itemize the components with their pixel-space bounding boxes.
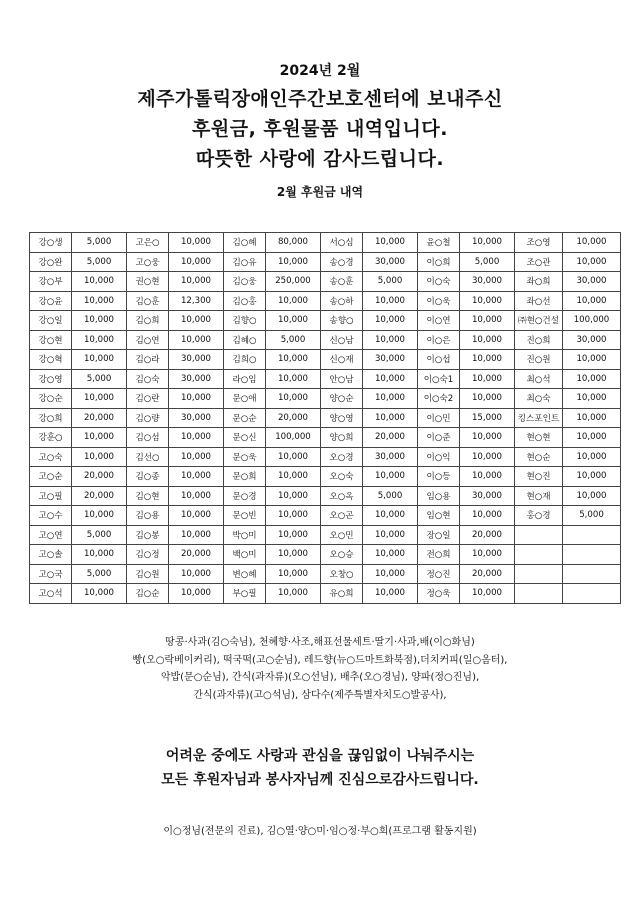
donation-amount-cell: 10,000 — [266, 389, 321, 409]
donor-name-cell: 고○석 — [30, 584, 72, 604]
donor-name-cell: 김○종 — [127, 467, 169, 487]
donation-amount-cell: 10,000 — [169, 525, 224, 545]
donor-name-cell: 이○민 — [418, 408, 460, 428]
donation-amount-cell: 30,000 — [363, 252, 418, 272]
donor-name-cell: 최○숙 — [515, 389, 563, 409]
donor-name-cell: 오○승 — [321, 545, 363, 565]
donor-name-cell: 고○숙 — [30, 447, 72, 467]
donor-name-cell: 이○희 — [418, 252, 460, 272]
donor-name-cell: 현○순 — [515, 447, 563, 467]
donor-name-cell: 이○숙 — [418, 272, 460, 292]
donation-amount-cell: 10,000 — [266, 252, 321, 272]
donation-amount-cell: 15,000 — [460, 408, 515, 428]
donation-row — [30, 272, 621, 292]
title-line-3: 따뜻한 사랑에 감사드립니다. — [195, 148, 445, 170]
donation-amount-cell: 10,000 — [363, 369, 418, 389]
donor-name-cell: 이○은 — [418, 330, 460, 350]
donation-amount-cell: 5,000 — [72, 252, 127, 272]
donation-amount-cell: 10,000 — [460, 467, 515, 487]
donation-amount-cell: 250,000 — [266, 272, 321, 292]
donor-name-cell: 최○석 — [515, 369, 563, 389]
donor-name-cell: 신○남 — [321, 330, 363, 350]
donation-amount-cell: 5,000 — [460, 252, 515, 272]
donor-name-cell: 양○희 — [321, 428, 363, 448]
donor-name-cell: 신○재 — [321, 350, 363, 370]
donation-amount-cell: 10,000 — [72, 311, 127, 331]
donation-amount-cell: 5,000 — [363, 272, 418, 292]
items-line: 간식(과자류)(고○석님), 삼다수(제주특별자치도○발공사), — [193, 689, 447, 701]
donor-name-cell: 김향○ — [224, 311, 266, 331]
donation-amount-cell: 10,000 — [169, 311, 224, 331]
donation-amount-cell: 10,000 — [363, 506, 418, 526]
donor-name-cell: 김○웅 — [224, 272, 266, 292]
donor-name-cell: 김○란 — [127, 389, 169, 409]
donation-amount-cell — [563, 525, 621, 545]
donation-amount-cell: 10,000 — [169, 272, 224, 292]
donation-amount-cell: 20,000 — [169, 545, 224, 565]
donation-amount-cell: 10,000 — [266, 350, 321, 370]
donor-name-cell: 양○영 — [321, 408, 363, 428]
donation-row — [30, 330, 621, 350]
donated-items-list — [0, 634, 640, 704]
donor-name-cell: 김희○ — [224, 350, 266, 370]
donation-amount-cell: 10,000 — [169, 564, 224, 584]
donation-table — [29, 232, 621, 604]
donor-name-cell: 이○숙1 — [418, 369, 460, 389]
donor-name-cell: 강○완 — [30, 252, 72, 272]
donation-amount-cell: 10,000 — [266, 506, 321, 526]
donor-name-cell: 고○필 — [30, 486, 72, 506]
donation-row — [30, 467, 621, 487]
donation-amount-cell: 10,000 — [460, 545, 515, 565]
donation-amount-cell: 30,000 — [363, 447, 418, 467]
donation-amount-cell: 10,000 — [169, 447, 224, 467]
donation-amount-cell: 10,000 — [266, 584, 321, 604]
donor-name-cell: 임○용 — [418, 486, 460, 506]
donation-amount-cell: 10,000 — [72, 447, 127, 467]
donation-amount-cell: 10,000 — [169, 389, 224, 409]
donor-name-cell: 강○일 — [30, 311, 72, 331]
donor-name-cell: 서○심 — [321, 233, 363, 253]
donation-row — [30, 564, 621, 584]
donor-name-cell: 좌○희 — [515, 272, 563, 292]
donation-amount-cell: 30,000 — [169, 350, 224, 370]
donor-name-cell: 백○미 — [224, 545, 266, 565]
donation-row — [30, 486, 621, 506]
donor-name-cell: 김○희 — [127, 311, 169, 331]
donation-row — [30, 291, 621, 311]
donation-amount-cell: 10,000 — [266, 467, 321, 487]
donation-row — [30, 311, 621, 331]
donation-amount-cell: 10,000 — [169, 252, 224, 272]
donor-name-cell: 유○희 — [321, 584, 363, 604]
donation-amount-cell: 10,000 — [563, 447, 621, 467]
items-line: 땅콩·사과(김○숙님), 천혜향·사조,해표선물세트·딸기·사과,배(이○화님) — [165, 637, 475, 648]
donation-amount-cell: 10,000 — [169, 467, 224, 487]
donation-row — [30, 447, 621, 467]
donor-name-cell: 진○희 — [515, 330, 563, 350]
donation-amount-cell: 10,000 — [72, 545, 127, 565]
donor-name-cell: 변○혜 — [224, 564, 266, 584]
donor-name-cell: 고○국 — [30, 564, 72, 584]
donation-amount-cell: 10,000 — [460, 350, 515, 370]
donation-row — [30, 389, 621, 409]
donor-name-cell: 고○수 — [30, 506, 72, 526]
donation-amount-cell: 10,000 — [169, 506, 224, 526]
donor-name-cell: 김○라 — [127, 350, 169, 370]
donor-name-cell: 현○진 — [515, 467, 563, 487]
donation-amount-cell: 10,000 — [563, 233, 621, 253]
donor-name-cell: 문○애 — [224, 389, 266, 409]
donation-amount-cell: 30,000 — [169, 369, 224, 389]
donor-name-cell: 송○훈 — [321, 272, 363, 292]
donor-name-cell: 양○순 — [321, 389, 363, 409]
donation-amount-cell: 30,000 — [460, 486, 515, 506]
donor-name-cell: 강○윤 — [30, 291, 72, 311]
donor-name-cell: 권○현 — [127, 272, 169, 292]
donor-name-cell — [515, 564, 563, 584]
donor-name-cell: 정○진 — [418, 564, 460, 584]
items-line: 빵(오○락베이커리), 떡국떡(고○순님), 레드향(뉴○드마트화북점),더치커피(일○옴터), — [132, 654, 508, 666]
donor-name-cell: 고○연 — [30, 525, 72, 545]
donor-name-cell: 김○숙 — [127, 369, 169, 389]
donation-amount-cell — [563, 564, 621, 584]
donor-name-cell: 문○경 — [224, 486, 266, 506]
donation-amount-cell: 10,000 — [460, 428, 515, 448]
donor-name-cell: 김○유 — [224, 252, 266, 272]
donation-amount-cell: 5,000 — [266, 330, 321, 350]
donor-name-cell: 조○영 — [515, 233, 563, 253]
donation-amount-cell: 10,000 — [563, 369, 621, 389]
donor-name-cell: 김○현 — [127, 486, 169, 506]
donor-name-cell: 라○임 — [224, 369, 266, 389]
donation-amount-cell: 100,000 — [266, 428, 321, 448]
donor-name-cell: 좌○선 — [515, 291, 563, 311]
donation-amount-cell — [563, 545, 621, 565]
donation-amount-cell: 10,000 — [363, 525, 418, 545]
donor-name-cell: 강○영 — [30, 369, 72, 389]
donation-amount-cell: 10,000 — [363, 408, 418, 428]
donor-name-cell: 고○순 — [30, 467, 72, 487]
donation-amount-cell: 10,000 — [266, 447, 321, 467]
donor-name-cell: 이○익 — [418, 447, 460, 467]
donor-name-cell: 강○순 — [30, 389, 72, 409]
donor-name-cell: 현○현 — [515, 428, 563, 448]
donor-name-cell: 김○홍 — [224, 291, 266, 311]
donor-name-cell: 김○순 — [127, 584, 169, 604]
report-month: 2024년 2월 — [279, 63, 361, 79]
donor-name-cell: 오○숙 — [321, 467, 363, 487]
donation-amount-cell: 10,000 — [460, 369, 515, 389]
donor-name-cell: 문○신 — [224, 428, 266, 448]
donor-name-cell: 김○봉 — [127, 525, 169, 545]
donation-row — [30, 506, 621, 526]
donor-name-cell: 윤○철 — [418, 233, 460, 253]
donation-row — [30, 233, 621, 253]
donation-amount-cell: 10,000 — [363, 389, 418, 409]
donation-amount-cell: 10,000 — [363, 330, 418, 350]
donation-amount-cell: 10,000 — [266, 311, 321, 331]
donor-name-cell: 홍○경 — [515, 506, 563, 526]
donation-amount-cell — [563, 584, 621, 604]
donation-amount-cell: 5,000 — [72, 233, 127, 253]
donor-name-cell: 송○경 — [321, 252, 363, 272]
donor-name-cell: 문○순 — [224, 408, 266, 428]
donation-amount-cell: 20,000 — [363, 428, 418, 448]
donor-name-cell: 강○현 — [30, 330, 72, 350]
donation-amount-cell: 10,000 — [363, 233, 418, 253]
donor-name-cell: 문○희 — [224, 467, 266, 487]
donation-amount-cell: 10,000 — [563, 428, 621, 448]
donor-name-cell: 현○재 — [515, 486, 563, 506]
donor-name-cell: 김○연 — [127, 330, 169, 350]
volunteer-credits: 이○정님(전문의 진료), 김○열·양○미·임○정·부○희(프로그램 활동지원) — [163, 826, 477, 837]
donor-name-cell: 강○혁 — [30, 350, 72, 370]
donor-name-cell: 강○희 — [30, 408, 72, 428]
donation-amount-cell: 10,000 — [363, 467, 418, 487]
donor-name-cell: 김○용 — [127, 506, 169, 526]
donor-name-cell: 임○현 — [418, 506, 460, 526]
donation-amount-cell: 30,000 — [563, 272, 621, 292]
donation-amount-cell: 10,000 — [72, 330, 127, 350]
donation-amount-cell: 30,000 — [169, 408, 224, 428]
donation-amount-cell: 30,000 — [563, 330, 621, 350]
donor-name-cell: 고은○ — [127, 233, 169, 253]
thanks-message — [0, 744, 640, 792]
donation-amount-cell: 10,000 — [460, 389, 515, 409]
donation-row — [30, 545, 621, 565]
donor-name-cell — [515, 584, 563, 604]
donation-amount-cell: 10,000 — [266, 525, 321, 545]
donation-amount-cell: 20,000 — [72, 486, 127, 506]
donation-amount-cell: 10,000 — [266, 486, 321, 506]
donation-amount-cell: 10,000 — [169, 428, 224, 448]
donation-amount-cell: 10,000 — [72, 272, 127, 292]
donor-name-cell: 정○욱 — [418, 584, 460, 604]
donor-name-cell: 송향○ — [321, 311, 363, 331]
donation-amount-cell: 10,000 — [563, 486, 621, 506]
donor-name-cell — [515, 545, 563, 565]
donor-name-cell: 이○연 — [418, 311, 460, 331]
donor-name-cell: 고○솔 — [30, 545, 72, 565]
donation-amount-cell: 10,000 — [363, 564, 418, 584]
donation-amount-cell: 30,000 — [460, 272, 515, 292]
donation-amount-cell: 10,000 — [460, 233, 515, 253]
title-line-1: 제주가톨릭장애인주간보호센터에 보내주신 — [137, 88, 503, 110]
donation-amount-cell: 20,000 — [72, 408, 127, 428]
donation-amount-cell: 5,000 — [72, 525, 127, 545]
donation-amount-cell: 100,000 — [563, 311, 621, 331]
donation-amount-cell: 10,000 — [563, 389, 621, 409]
donation-amount-cell: 20,000 — [72, 467, 127, 487]
donation-row — [30, 350, 621, 370]
donor-name-cell: 김○혜 — [224, 233, 266, 253]
donor-name-cell: 강○부 — [30, 272, 72, 292]
donor-name-cell: 이○숙2 — [418, 389, 460, 409]
donation-amount-cell: 10,000 — [460, 330, 515, 350]
donation-amount-cell: 30,000 — [363, 350, 418, 370]
donation-amount-cell: 20,000 — [460, 564, 515, 584]
donation-row — [30, 252, 621, 272]
donor-name-cell: 이○준 — [418, 428, 460, 448]
donation-row — [30, 584, 621, 604]
donation-amount-cell: 10,000 — [363, 291, 418, 311]
donor-name-cell: 문○욱 — [224, 447, 266, 467]
donation-amount-cell: 10,000 — [72, 506, 127, 526]
donation-amount-cell: 5,000 — [563, 506, 621, 526]
items-line: 악밥(문○순님), 간식(과자류)(오○선님), 배추(오○경님), 양파(정○진님), — [160, 672, 480, 683]
donor-name-cell: 고○웅 — [127, 252, 169, 272]
donor-name-cell: 오○옥 — [321, 486, 363, 506]
donation-amount-cell: 5,000 — [72, 564, 127, 584]
donor-name-cell: 김○훈 — [127, 291, 169, 311]
donor-name-cell: 이○섭 — [418, 350, 460, 370]
donor-name-cell: 오○민 — [321, 525, 363, 545]
donation-amount-cell: 10,000 — [266, 564, 321, 584]
donor-name-cell: 이○등 — [418, 467, 460, 487]
donation-amount-cell: 10,000 — [460, 447, 515, 467]
donation-amount-cell: 5,000 — [72, 369, 127, 389]
donation-amount-cell: 10,000 — [563, 291, 621, 311]
thanks-line: 어려운 중에도 사랑과 관심을 끊임없이 나눠주시는 — [165, 748, 475, 764]
donation-amount-cell: 10,000 — [169, 233, 224, 253]
donor-name-cell: 전○희 — [418, 545, 460, 565]
donation-amount-cell: 10,000 — [169, 584, 224, 604]
donation-amount-cell: 10,000 — [563, 467, 621, 487]
donor-name-cell: 김○량 — [127, 408, 169, 428]
donor-name-cell: 오창○ — [321, 564, 363, 584]
donation-amount-cell: 10,000 — [460, 506, 515, 526]
donation-row — [30, 408, 621, 428]
donation-amount-cell: 80,000 — [266, 233, 321, 253]
donor-name-cell: 진○원 — [515, 350, 563, 370]
donation-amount-cell: 10,000 — [460, 291, 515, 311]
donor-name-cell: ㈜현○건설 — [515, 311, 563, 331]
donation-amount-cell: 10,000 — [266, 545, 321, 565]
donor-name-cell: 장○일 — [418, 525, 460, 545]
donor-name-cell: 송○하 — [321, 291, 363, 311]
donor-name-cell: 김선○ — [127, 447, 169, 467]
donor-name-cell: 김○원 — [127, 564, 169, 584]
donation-amount-cell: 10,000 — [563, 408, 621, 428]
donor-name-cell: 강훈○ — [30, 428, 72, 448]
donation-amount-cell: 10,000 — [266, 291, 321, 311]
donation-amount-cell: 10,000 — [72, 389, 127, 409]
donor-name-cell: 김○섬 — [127, 428, 169, 448]
donation-row — [30, 369, 621, 389]
donation-amount-cell: 10,000 — [363, 545, 418, 565]
donation-amount-cell: 10,000 — [169, 486, 224, 506]
donor-name-cell: 이○욱 — [418, 291, 460, 311]
donation-amount-cell: 10,000 — [72, 584, 127, 604]
thanks-line: 모든 후원자님과 봉사자님께 진심으로감사드립니다. — [161, 772, 479, 788]
donor-name-cell — [515, 525, 563, 545]
donor-name-cell: 안○남 — [321, 369, 363, 389]
donor-name-cell: 오○경 — [321, 447, 363, 467]
donation-amount-cell: 10,000 — [460, 311, 515, 331]
title-line-2: 후원금, 후원물품 내역입니다. — [192, 118, 448, 140]
donor-name-cell: 강○생 — [30, 233, 72, 253]
donor-name-cell: 오○곤 — [321, 506, 363, 526]
donor-name-cell: 김혜○ — [224, 330, 266, 350]
donation-amount-cell: 10,000 — [169, 330, 224, 350]
donor-name-cell: 문○빈 — [224, 506, 266, 526]
donor-name-cell: 조○관 — [515, 252, 563, 272]
donation-amount-cell: 20,000 — [266, 408, 321, 428]
donor-name-cell: 김○정 — [127, 545, 169, 565]
donation-amount-cell: 10,000 — [266, 369, 321, 389]
donation-amount-cell: 10,000 — [72, 350, 127, 370]
donation-list-subtitle: 2월 후원금 내역 — [276, 185, 364, 199]
donor-name-cell: 박○미 — [224, 525, 266, 545]
donation-amount-cell: 10,000 — [563, 252, 621, 272]
donation-amount-cell: 10,000 — [72, 291, 127, 311]
donor-name-cell: 부○필 — [224, 584, 266, 604]
donation-amount-cell: 10,000 — [363, 311, 418, 331]
donation-amount-cell: 10,000 — [363, 584, 418, 604]
donation-amount-cell: 20,000 — [460, 525, 515, 545]
donation-amount-cell: 10,000 — [563, 350, 621, 370]
donation-row — [30, 525, 621, 545]
donation-amount-cell: 10,000 — [72, 428, 127, 448]
donation-amount-cell: 5,000 — [363, 486, 418, 506]
donation-row — [30, 428, 621, 448]
donation-amount-cell: 10,000 — [460, 584, 515, 604]
donor-name-cell: 킹스포인트 — [515, 408, 563, 428]
donation-amount-cell: 12,300 — [169, 291, 224, 311]
